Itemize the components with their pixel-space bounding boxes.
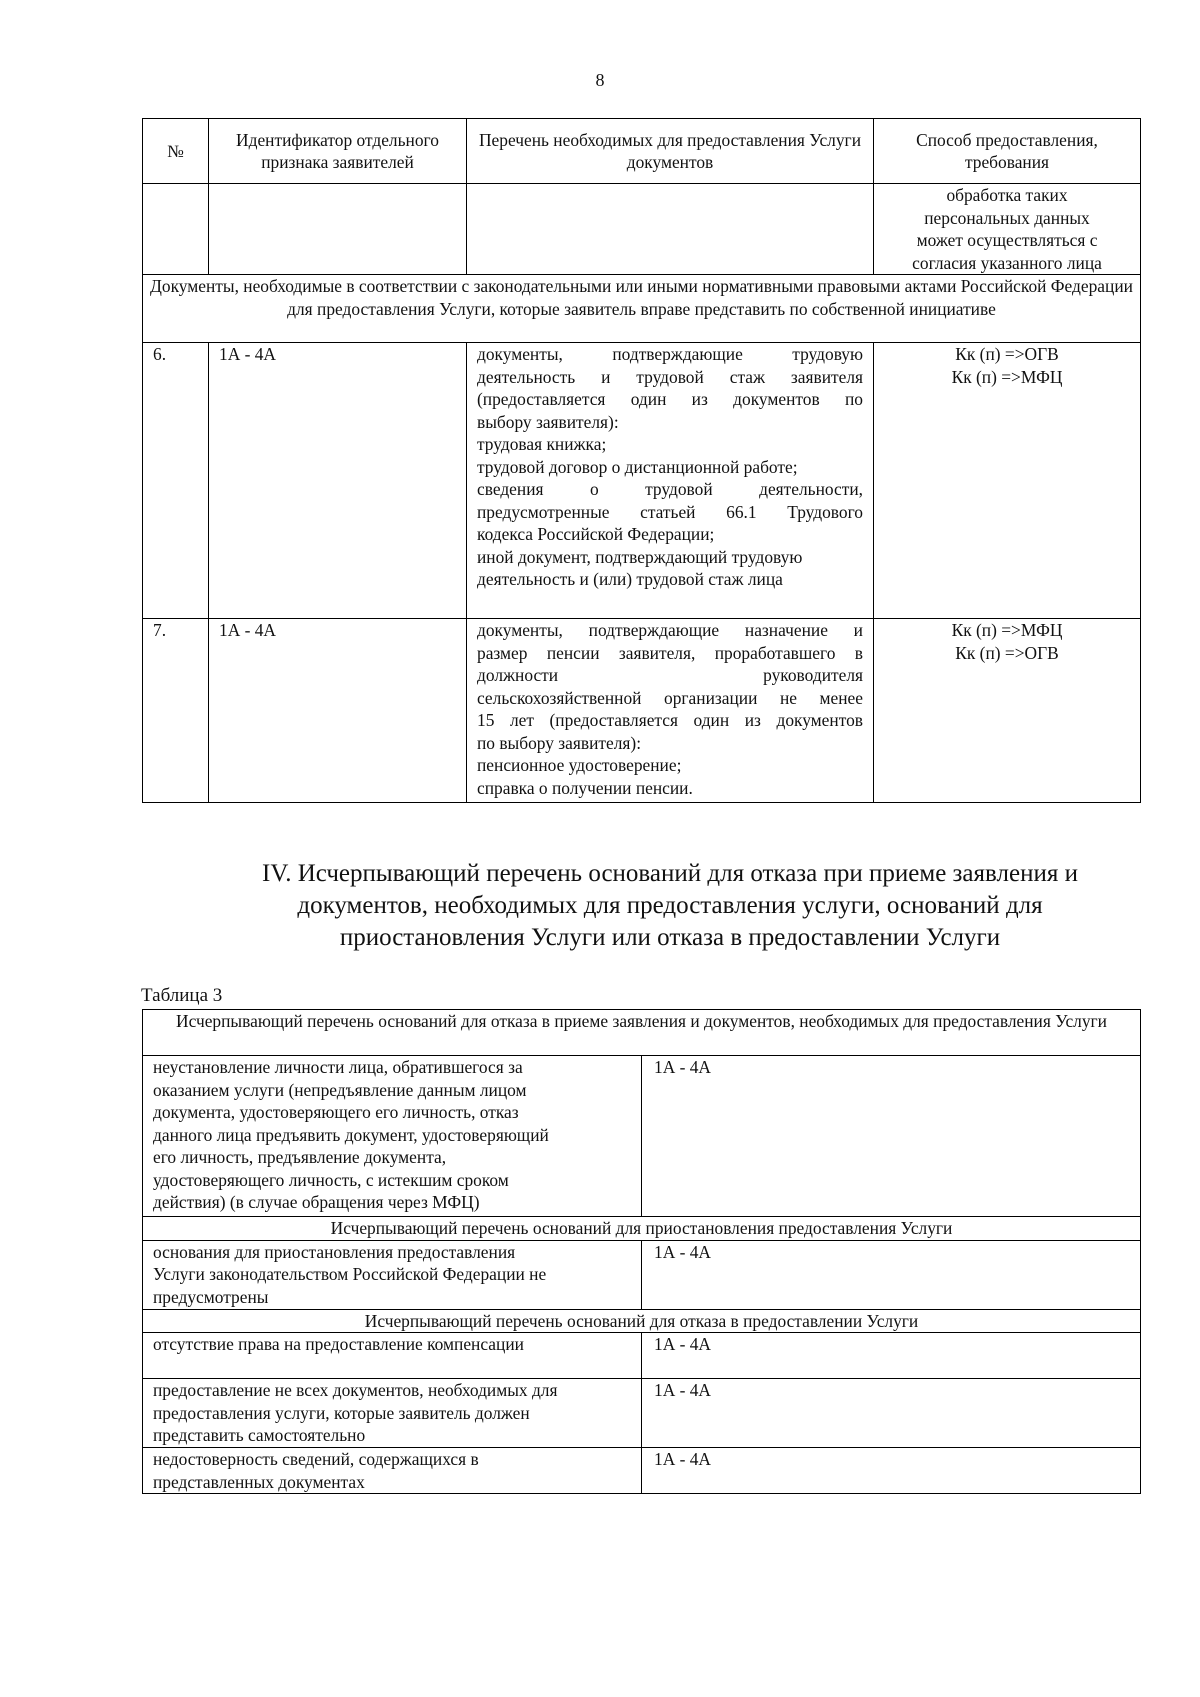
documents-table — [142, 118, 1141, 803]
group-title: Исчерпывающий перечень оснований для приостановления предоставления Услуги — [143, 1217, 1141, 1241]
section-row — [143, 275, 1141, 343]
header-method: Способ предоставления, требования — [874, 119, 1141, 184]
table-row — [143, 1448, 1141, 1494]
row-documents: документы, подтверждающие трудовую деятельность и трудовой стаж заявителя (предоставляется один из документов по выбору заявителя): трудовая книжка; трудовой договор о дистанционной работе; сведения о трудовой деятельности, предусмотренные статьей 66.1 Трудового кодекса Российской Федерации; иной документ, подтверждающий трудовую деятельность и (или) трудовой стаж лица — [467, 343, 874, 619]
row-documents: документы, подтверждающие назначение и размер пенсии заявителя, проработавшего в должности руководителя сельскохозяйственной организации не менее 15 лет (предоставляется один из документов по выбору заявителя): пенсионное удостоверение; справка о получении пенсии. — [467, 619, 874, 803]
row-method: Кк (п) =>ОГВ Кк (п) =>МФЦ — [874, 343, 1141, 619]
continuation-row — [143, 184, 1141, 275]
group-header-row — [143, 1217, 1141, 1241]
section-title: Документы, необходимые в соответствии с законодательными или иными нормативными правовыми актами Российской Федерации для предоставления Услуги, которые заявитель вправе представить по собственной инициативе — [143, 275, 1141, 343]
applicant-code: 1А - 4А — [642, 1056, 1141, 1217]
table-row — [143, 619, 1141, 803]
header-applicant-id: Идентификатор отдельного признака заявителей — [209, 119, 467, 184]
table-row — [143, 1240, 1141, 1309]
table-row — [143, 343, 1141, 619]
header-documents: Перечень необходимых для предоставления Услуги документов — [467, 119, 874, 184]
section-heading: IV. Исчерпывающий перечень оснований для отказа при приеме заявления и документов, необходимых для предоставления услуги, оснований для приостановления Услуги или отказа в предоставлении Услуги — [262, 860, 1078, 951]
row-number: 7. — [143, 619, 209, 803]
applicant-code: 1А - 4А — [642, 1333, 1141, 1379]
row-method: Кк (п) =>МФЦ Кк (п) =>ОГВ — [874, 619, 1141, 803]
row-applicant-id: 1А - 4А — [209, 619, 467, 803]
reason-cell: недостоверность сведений, содержащихся в представленных документах — [143, 1448, 642, 1494]
row-number: 6. — [143, 343, 209, 619]
table-row — [143, 1333, 1141, 1379]
continuation-method: обработка таких персональных данных может осуществляться с согласия указанного лица — [874, 184, 1141, 275]
applicant-code: 1А - 4А — [642, 1379, 1141, 1448]
row-applicant-id: 1А - 4А — [209, 343, 467, 619]
reason-cell: предоставление не всех документов, необходимых для предоставления услуги, которые заявитель должен представить самостоятельно — [143, 1379, 642, 1448]
reason-cell: отсутствие права на предоставление компенсации — [143, 1333, 642, 1379]
reason-cell: основания для приостановления предоставления Услуги законодательством Российской Федерации не предусмотрены — [143, 1240, 642, 1309]
group-header-row — [143, 1010, 1141, 1056]
table-row — [143, 1379, 1141, 1448]
page-number: 8 — [595, 70, 605, 90]
applicant-code: 1А - 4А — [642, 1240, 1141, 1309]
table-caption: Таблица 3 — [141, 985, 223, 1006]
applicant-code: 1А - 4А — [642, 1448, 1141, 1494]
reason-cell: неустановление личности лица, обратившегося за оказанием услуги (непредъявление данным лицом документа, удостоверяющего его личность, отказ данного лица предъявить документ, удостоверяющий его личность, предъявление документа, удостоверяющего личность, с истекшим сроком действия) (в случае обращения через МФЦ) — [143, 1056, 642, 1217]
documents-table-header — [143, 119, 1141, 184]
group-header-row — [143, 1309, 1141, 1333]
group-title: Исчерпывающий перечень оснований для отказа в приеме заявления и документов, необходимых для предоставления Услуги — [143, 1010, 1141, 1056]
group-title: Исчерпывающий перечень оснований для отказа в предоставлении Услуги — [143, 1309, 1141, 1333]
header-num: № — [143, 119, 209, 184]
refusal-grounds-table — [142, 1009, 1141, 1494]
table-row — [143, 1056, 1141, 1217]
